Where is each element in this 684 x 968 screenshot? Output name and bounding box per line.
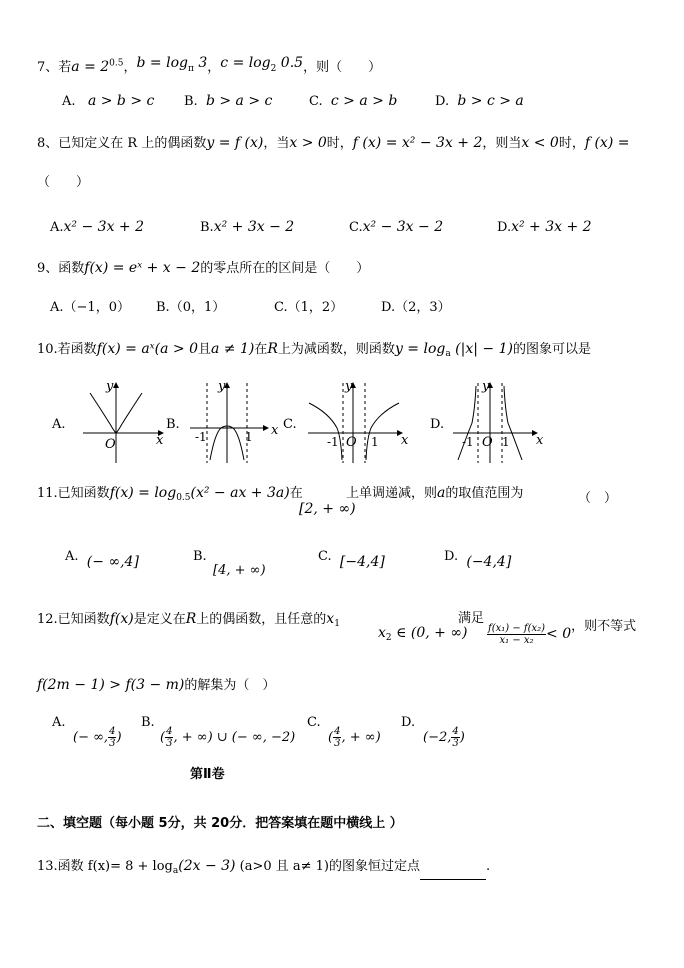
- q11-option-d: D. (−4,4]: [444, 549, 512, 570]
- svg-text:-1: -1: [195, 430, 207, 444]
- svg-text:x: x: [271, 423, 279, 438]
- svg-text:y: y: [345, 379, 353, 394]
- part-2-title: 第Ⅱ卷: [190, 767, 225, 782]
- q12-option-d: (−2, $\frac{4}{3}$ ): [423, 726, 465, 749]
- q7-option-c: C. c > a > b: [309, 93, 398, 109]
- q12-option-d-label: D.: [401, 715, 416, 730]
- svg-text:1: 1: [502, 435, 510, 449]
- q8-option-b: B.x² + 3x − 2: [200, 219, 295, 235]
- q10-label-b: B.: [166, 417, 180, 432]
- svg-text:1: 1: [371, 435, 379, 449]
- q11-option-a: A. (− ∞,4]: [65, 549, 139, 570]
- q11-paren: （ ）: [578, 491, 618, 506]
- q13-answer-blank[interactable]: [420, 865, 486, 880]
- q9-option-b: B.（0，1）: [156, 300, 226, 315]
- q9-option-a: A.（−1，0）: [50, 300, 130, 315]
- q10-graph-c: [303, 378, 413, 466]
- q11-option-b-label: B.: [193, 549, 207, 564]
- q7-stem: 7、若$a = 2^{0.5}$，b = logπ 3，c = log2 0.5，则（ ）: [37, 55, 382, 75]
- q12-fraction: $\frac{\text{f(x₁) − f(x₂)}}{\text{x₁ − x₂}}$ < 0，则不等式: [488, 619, 637, 646]
- q9-option-d: D.（2，3）: [381, 300, 451, 315]
- q10-graph-b: [185, 378, 279, 466]
- q11-option-b: [4, + ∞): [213, 563, 266, 578]
- q11-option-c: C. [−4,4]: [318, 549, 385, 570]
- svg-text:y: y: [218, 379, 226, 394]
- q8-stem: 8、已知定义在 R 上的偶函数y = f (x)，当x > 0时，f (x) = x² − 3x + 2，则当x < 0时，f (x) =: [37, 135, 630, 151]
- q10-label-c: C.: [283, 417, 297, 432]
- q8-option-d: D.x² + 3x + 2: [497, 219, 592, 235]
- svg-text:O: O: [482, 435, 493, 450]
- q12-x2-domain: $x_2$ ∈ (0, + ∞): [378, 625, 468, 643]
- q11-interval: [2, + ∞): [299, 501, 356, 517]
- q12-option-c: ( $\frac{4}{3}$ , + ∞): [328, 726, 381, 749]
- q7-option-a: A. a > b > c: [62, 93, 155, 109]
- svg-text:x: x: [401, 433, 409, 448]
- q12-stem: 12.已知函数f(x)是定义在R上的偶函数，且任意的$x_1$: [37, 611, 340, 629]
- q10-graph-d: [448, 378, 548, 466]
- svg-text:y: y: [482, 379, 490, 394]
- q8-option-c: C.x² − 3x − 2: [349, 219, 444, 235]
- q12-option-a-label: A.: [52, 715, 66, 730]
- svg-text:y: y: [106, 379, 114, 394]
- q7-option-d: D. b > c > a: [435, 93, 524, 109]
- svg-text:x: x: [536, 433, 544, 448]
- q10-label-a: A.: [52, 417, 66, 432]
- q12-condition: 满足: [458, 611, 485, 626]
- q12-option-a: (− ∞, $\frac{4}{3}$ ): [73, 726, 122, 749]
- q7-option-b: B. b > a > c: [184, 93, 273, 109]
- q12-option-b-label: B.: [141, 715, 155, 730]
- q12-inequality: f(2m − 1) > f(3 − m)的解集为（ ）: [37, 677, 276, 693]
- q10-graph-a: [78, 378, 168, 466]
- q10-stem: 10.若函数f(x) = aˣ(a > 0且a ≠ 1)在R上为减函数，则函数$y = \log_a (|x| - 1)$的图象可以是: [37, 341, 591, 359]
- svg-text:-1: -1: [462, 435, 474, 449]
- svg-text:-1: -1: [327, 435, 339, 449]
- q13-stem: 13.函数 $f(x)= 8 + \log_a(2x - 3)$ (a>0 且 a≠ 1)的图象恒过定点 .: [37, 857, 490, 880]
- q10-label-d: D.: [430, 417, 445, 432]
- svg-text:1: 1: [245, 430, 253, 444]
- q8-paren: （ ）: [37, 175, 90, 190]
- svg-text:x: x: [156, 433, 164, 448]
- q7-a-expr: a = 2: [71, 59, 110, 75]
- svg-text:O: O: [105, 437, 116, 452]
- q12-option-b: ( $\frac{4}{3}$ , + ∞) ∪ (− ∞, −2): [160, 726, 296, 749]
- q11-stem: 11.已知函数$f(x) = \log_{0.5}(x^2$ − ax + 3a)在: [37, 485, 303, 503]
- q9-stem: 9、函数f(x) = eˣ + x − 2的零点所在的区间是（ ）: [37, 260, 370, 276]
- svg-text:O: O: [346, 435, 357, 450]
- q8-option-a: A.x² − 3x + 2: [50, 219, 145, 235]
- q9-option-c: C.（1，2）: [274, 300, 344, 315]
- q11-stem-tail: 上单调递减，则a的取值范围为: [346, 485, 524, 501]
- q12-option-c-label: C.: [307, 715, 321, 730]
- section-2-heading: 二、填空题（每小题 5分，共 20分．把答案填在题中横线上 ）: [37, 816, 403, 831]
